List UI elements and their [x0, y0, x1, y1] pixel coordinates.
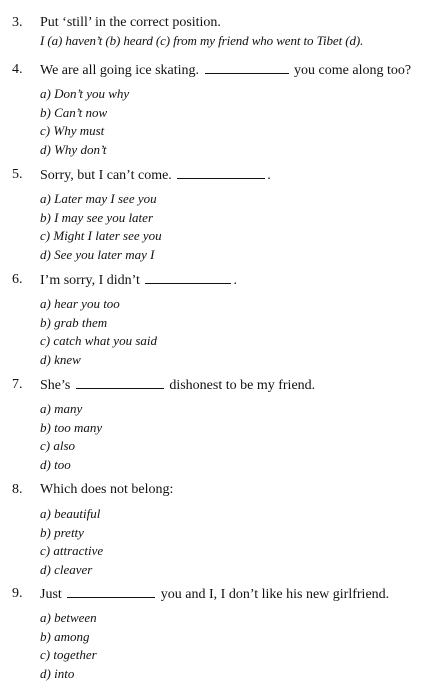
option-label: c): [40, 647, 51, 662]
option-label: b): [40, 209, 51, 225]
answer-blank[interactable]: [205, 61, 289, 74]
stem-after-blank: dishonest to be my friend.: [169, 378, 316, 393]
option-d[interactable]: [40, 456, 102, 475]
question-3: [0, 14, 443, 48]
stem-after-blank: .: [233, 273, 237, 288]
option-text: too: [54, 456, 71, 472]
option-text: catch what you said: [53, 333, 157, 348]
option-label: c): [40, 333, 51, 348]
option-text: cleaver: [54, 561, 93, 577]
stem-after-blank: you and I, I don’t like his new girlfriend.: [160, 587, 390, 602]
question-stem: Which does not belong:: [40, 482, 174, 497]
option-text: attractive: [53, 543, 104, 558]
option-c[interactable]: [40, 542, 103, 561]
option-c[interactable]: [40, 122, 129, 141]
question-stem: [40, 271, 237, 290]
option-text: together: [53, 647, 97, 662]
question-line: [0, 166, 443, 184]
question-stem: [40, 166, 271, 185]
option-text: many: [54, 401, 83, 416]
option-text: hear you too: [54, 296, 120, 311]
option-d[interactable]: [40, 561, 103, 580]
option-c[interactable]: [40, 227, 162, 246]
question-line: [0, 61, 443, 79]
option-b[interactable]: [40, 104, 129, 123]
option-label: d): [40, 246, 51, 262]
option-text: Might I later see you: [53, 228, 162, 243]
option-label: d): [40, 456, 51, 472]
option-c[interactable]: [40, 437, 102, 456]
option-b[interactable]: [40, 419, 102, 438]
option-text: Why must: [53, 123, 105, 138]
option-label: c): [40, 228, 51, 243]
question-line: [0, 481, 443, 499]
question-line: [0, 271, 443, 289]
question-number: 8.: [12, 482, 23, 497]
question-line: [0, 376, 443, 394]
answer-blank[interactable]: [177, 166, 265, 179]
option-b[interactable]: [40, 628, 97, 647]
question-9: [0, 585, 443, 681]
option-text: Don’t you why: [54, 86, 130, 101]
option-text: Why don’t: [54, 141, 107, 157]
options-list: [40, 85, 129, 159]
option-b[interactable]: [40, 524, 103, 543]
option-label: d): [40, 561, 51, 577]
option-a[interactable]: [40, 609, 97, 628]
option-text: into: [54, 665, 75, 681]
option-c[interactable]: [40, 646, 97, 665]
question-sentence: I (a) haven’t (b) heard (c) from my friend who went to Tibet (d).: [40, 33, 364, 48]
option-b[interactable]: [40, 314, 157, 333]
option-label: b): [40, 628, 51, 644]
options-list: [40, 400, 102, 474]
question-number: 6.: [12, 272, 23, 287]
option-text: pretty: [54, 524, 84, 540]
option-label: a): [40, 296, 51, 311]
option-text: Later may I see you: [54, 191, 157, 206]
stem-before-blank: We are all going ice skating.: [40, 63, 200, 78]
answer-blank[interactable]: [145, 271, 231, 284]
option-a[interactable]: [40, 400, 102, 419]
question-8: [0, 481, 443, 577]
option-text: I may see you later: [54, 209, 154, 225]
question-stem: [40, 376, 315, 395]
option-text: among: [54, 628, 90, 644]
option-a[interactable]: [40, 85, 129, 104]
option-label: d): [40, 351, 51, 367]
option-label: b): [40, 524, 51, 540]
option-label: d): [40, 665, 51, 681]
options-list: [40, 505, 103, 579]
option-label: b): [40, 419, 51, 435]
option-text: too many: [54, 419, 103, 435]
option-label: c): [40, 123, 51, 138]
option-c[interactable]: [40, 332, 157, 351]
option-label: b): [40, 104, 51, 120]
question-stem: [40, 585, 389, 604]
question-line: [0, 14, 443, 32]
option-label: b): [40, 314, 51, 330]
option-label: c): [40, 543, 51, 558]
option-d[interactable]: [40, 351, 157, 370]
option-text: grab them: [54, 314, 108, 330]
stem-after-blank: you come along too?: [294, 63, 412, 78]
question-5: [0, 166, 443, 262]
question-number: 5.: [12, 167, 23, 182]
option-text: between: [54, 610, 97, 625]
question-number: 7.: [12, 377, 23, 392]
stem-before-blank: Just: [40, 587, 62, 602]
answer-blank[interactable]: [67, 585, 155, 598]
option-a[interactable]: [40, 190, 162, 209]
question-line: [0, 585, 443, 603]
options-list: [40, 190, 162, 264]
option-b[interactable]: [40, 209, 162, 228]
option-d[interactable]: [40, 665, 97, 684]
answer-blank[interactable]: [76, 376, 164, 389]
question-7: [0, 376, 443, 472]
option-d[interactable]: [40, 141, 129, 160]
option-text: knew: [54, 351, 81, 367]
option-label: a): [40, 506, 51, 521]
option-label: a): [40, 610, 51, 625]
option-label: a): [40, 191, 51, 206]
options-list: [40, 295, 157, 369]
question-stem: Put ‘still’ in the correct position.: [40, 15, 221, 30]
question-number: 4.: [12, 62, 23, 77]
option-label: c): [40, 438, 51, 453]
option-text: See you later may I: [54, 246, 155, 262]
option-text: beautiful: [54, 506, 101, 521]
question-4: [0, 61, 443, 157]
option-label: a): [40, 401, 51, 416]
option-label: a): [40, 86, 51, 101]
question-number: 3.: [12, 15, 23, 30]
stem-before-blank: Sorry, but I can’t come.: [40, 168, 172, 183]
option-text: also: [53, 438, 76, 453]
stem-before-blank: I’m sorry, I didn’t: [40, 273, 140, 288]
question-stem: [40, 61, 411, 80]
option-a[interactable]: [40, 505, 103, 524]
stem-after-blank: .: [267, 168, 271, 183]
question-6: [0, 271, 443, 367]
stem-before-blank: She’s: [40, 378, 71, 393]
option-text: Can’t now: [54, 104, 108, 120]
option-a[interactable]: [40, 295, 157, 314]
options-list: [40, 609, 97, 683]
question-number: 9.: [12, 586, 23, 601]
option-label: d): [40, 141, 51, 157]
option-d[interactable]: [40, 246, 162, 265]
